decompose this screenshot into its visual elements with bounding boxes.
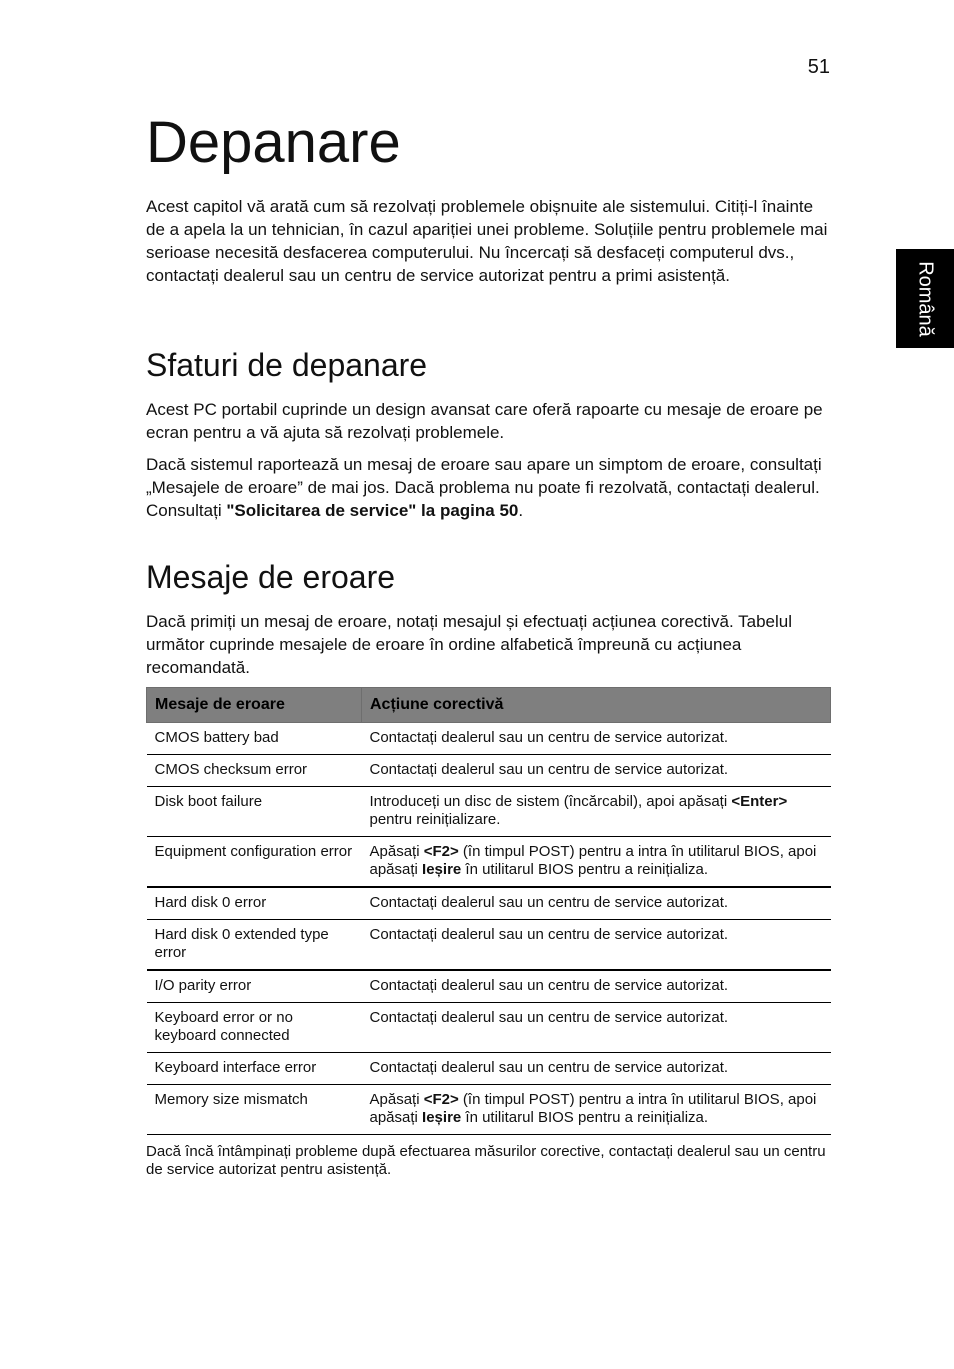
table-header-row <box>147 688 831 723</box>
error-message-cell: Memory size mismatch <box>147 1085 362 1135</box>
action-text: Introduceți un disc de sistem (încărcabil), apoi apăsați <box>369 793 732 810</box>
corrective-action-cell: Contactați dealerul sau un centru de service autorizat. <box>362 1003 831 1053</box>
table-row <box>147 887 831 920</box>
error-message-cell: CMOS checksum error <box>147 755 362 787</box>
action-key: <F2> <box>423 1091 459 1108</box>
table-row <box>147 970 831 1003</box>
corrective-action-cell: Contactați dealerul sau un centru de service autorizat. <box>362 920 831 971</box>
table-header-message: Mesaje de eroare <box>147 688 362 723</box>
table-row <box>147 755 831 787</box>
tips-paragraph-1: Acest PC portabil cuprinde un design avansat care oferă rapoarte cu mesaje de eroare pe ecran pentru a vă ajuta să rezolvați problemele. <box>146 400 823 442</box>
table-row <box>147 787 831 837</box>
language-tab <box>896 249 954 348</box>
intro-section <box>146 195 831 287</box>
table-row <box>147 1003 831 1053</box>
corrective-action-cell: Contactați dealerul sau un centru de service autorizat. <box>362 970 831 1003</box>
service-page-link[interactable]: "Solicitarea de service" la pagina 50 <box>226 501 519 520</box>
tips-heading: Sfaturi de depanare <box>146 347 428 383</box>
action-text-end: pentru reinițializare. <box>369 811 501 828</box>
corrective-action-cell: Contactați dealerul sau un centru de service autorizat. <box>362 1053 831 1085</box>
table-row <box>147 723 831 755</box>
error-message-cell: Hard disk 0 error <box>147 887 362 920</box>
error-message-cell: Equipment configuration error <box>147 837 362 888</box>
corrective-action-cell: Contactați dealerul sau un centru de service autorizat. <box>362 887 831 920</box>
corrective-action-cell <box>362 787 831 837</box>
action-text-end: în utilitarul BIOS pentru a reinițializa. <box>461 1109 709 1126</box>
action-text-end: în utilitarul BIOS pentru a reinițializa. <box>461 861 709 878</box>
error-message-cell: Keyboard interface error <box>147 1053 362 1085</box>
action-key: <F2> <box>423 843 459 860</box>
corrective-action-cell: Contactați dealerul sau un centru de service autorizat. <box>362 723 831 755</box>
error-messages-table <box>146 687 831 1135</box>
action-key-2: Ieșire <box>422 861 462 878</box>
corrective-action-cell: Contactați dealerul sau un centru de service autorizat. <box>362 755 831 787</box>
errors-heading: Mesaje de eroare <box>146 559 396 595</box>
table-header-action: Acțiune corectivă <box>362 688 831 723</box>
action-text-mid: (în timpul POST) pentru a intra în utilitarul BIOS, apoi apăsați <box>369 843 817 878</box>
action-text: Apăsați <box>369 843 424 860</box>
error-message-cell: I/O parity error <box>147 970 362 1003</box>
action-key: <Enter> <box>731 793 788 810</box>
language-tab-label: Română <box>914 260 937 337</box>
error-message-cell: Disk boot failure <box>147 787 362 837</box>
errors-intro-section <box>146 610 831 679</box>
error-message-cell: Hard disk 0 extended type error <box>147 920 362 971</box>
table-row <box>147 920 831 971</box>
table-row <box>147 837 831 888</box>
errors-paragraph: Dacă primiți un mesaj de eroare, notați mesajul și efectuați acțiunea corectivă. Tabelul următor cuprinde mesajele de eroare în ordine alfabetică împreună cu acțiunea recomandată. <box>146 612 793 677</box>
corrective-action-cell <box>362 837 831 888</box>
page-number: 51 <box>807 56 830 78</box>
action-text: Apăsați <box>369 1091 424 1108</box>
table-row <box>147 1085 831 1135</box>
tips-paragraph-2 <box>146 453 831 522</box>
error-message-cell: Keyboard error or no keyboard connected <box>147 1003 362 1053</box>
tips-paragraph-2-end: . <box>518 501 524 520</box>
action-key-2: Ieșire <box>422 1109 462 1126</box>
action-text-mid: (în timpul POST) pentru a intra în utilitarul BIOS, apoi apăsați <box>369 1091 817 1126</box>
tips-paragraph-2-text: Dacă sistemul raportează un mesaj de eroare sau apare un simptom de eroare, consultați „Mesajele de eroare” de mai jos. Dacă problema nu poate fi rezolvată, contactați dealerul. Consultați <box>146 455 822 520</box>
corrective-action-cell <box>362 1085 831 1135</box>
footer-note: Dacă încă întâmpinați probleme după efectuarea măsurilor corective, contactați dealerul sau un centru de service autorizat pentru asistență. <box>146 1143 826 1178</box>
tips-section <box>146 398 831 522</box>
intro-paragraph: Acest capitol vă arată cum să rezolvați problemele obișnuite ale sistemului. Citiți-l înainte de a apela la un tehnician, în cazul apariției unei probleme. Soluțiile pentru problemele mai serioase necesită desfacerea computerului. Nu încercați să desfaceți computerul dvs., contactați dealerul sau un centru de service autorizat pentru a primi asistență. <box>146 197 828 285</box>
error-message-cell: CMOS battery bad <box>147 723 362 755</box>
page-title: Depanare <box>146 110 401 175</box>
table-row <box>147 1053 831 1085</box>
